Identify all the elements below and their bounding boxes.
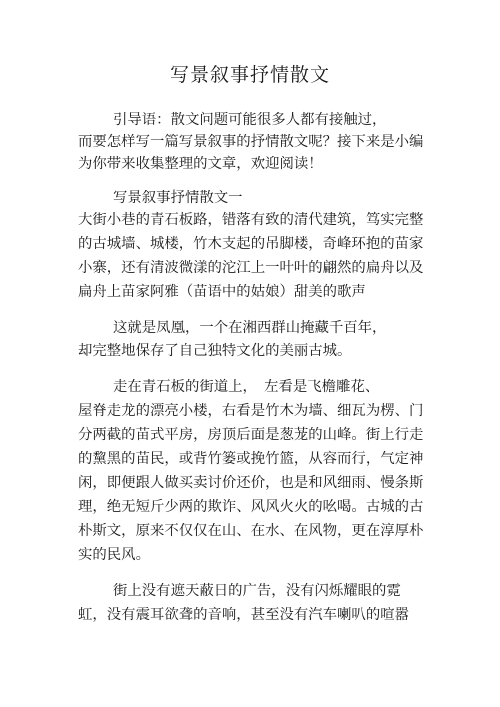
paragraph-1-line-4: 扁舟上苗家阿雅（苗语中的姑娘）甜美的歌声 — [78, 284, 366, 300]
paragraph-4-line-2: 虹，没有震耳欲聋的音响，甚至没有汽车喇叭的喧嚣 — [78, 607, 409, 623]
paragraph-3-line-2: 屋脊走龙的漂亮小楼，右看是竹木为墙、细瓦为楞、门 — [78, 403, 424, 419]
document-title: 写景叙事抒情散文 — [169, 64, 330, 86]
paragraph-3-line-1: 走在青石板的街道上， 左看是飞檐雕花、 — [113, 379, 380, 395]
paragraph-3-line-5: 闲，即便跟人做买卖讨价还价，也是和风细雨、慢条斯 — [78, 475, 424, 491]
paragraph-2-line-1: 这就是凤凰，一个在湘西群山掩藏千百年， — [113, 320, 387, 336]
paragraph-3-line-6: 理，绝无短斤少两的欺诈、风风火火的吆喝。古城的古 — [78, 499, 424, 515]
intro-line-2: 而要怎样写一篇写景叙事的抒情散文呢？接下来是小编 — [78, 134, 424, 150]
paragraph-4-line-1: 街上没有遮天蔽日的广告，没有闪烁耀眼的霓 — [113, 583, 401, 599]
paragraph-1-line-3: 小寨，还有清波微漾的沱江上一叶叶的翩然的扁舟以及 — [78, 260, 424, 276]
intro-line-3: 为你带来收集整理的文章，欢迎阅读！ — [78, 156, 323, 172]
paragraph-1-line-2: 的古城墙、城楼，竹木支起的吊脚楼，奇峰环抱的苗家 — [78, 236, 424, 252]
section-heading: 写景叙事抒情散文一 — [113, 190, 243, 206]
paragraph-3-line-3: 分两截的苗式平房，房顶后面是葱茏的山峰。街上行走 — [78, 427, 424, 443]
paragraph-2-line-2: 却完整地保存了自己独特文化的美丽古城。 — [78, 343, 352, 359]
paragraph-1-line-1: 大街小巷的青石板路，错落有致的清代建筑，笃实完整 — [78, 212, 424, 228]
paragraph-3-line-7: 朴斯文，原来不仅仅在山、在水、在风物，更在淳厚朴 — [78, 523, 424, 539]
paragraph-3-line-8: 实的民风。 — [78, 547, 150, 563]
intro-line-1: 引导语：散文问题可能很多人都有接触过， — [113, 112, 387, 128]
paragraph-3-line-4: 的黧黑的苗民，或背竹篓或挽竹篮，从容而行，气定神 — [78, 451, 424, 467]
